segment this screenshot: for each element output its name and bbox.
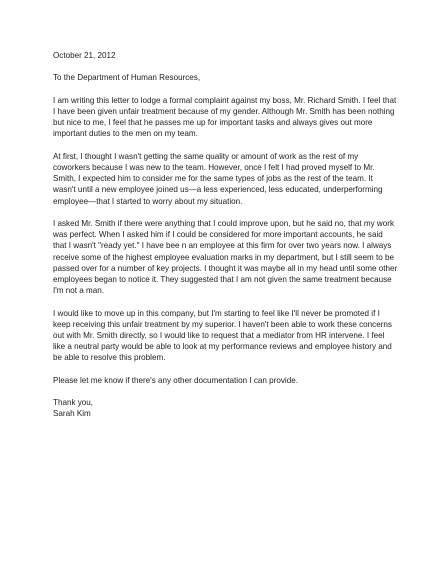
spacer	[53, 61, 393, 72]
paragraph-line: that I wasn't "ready yet." I have bee n an employee at this firm for over two years now. I always	[53, 241, 392, 251]
paragraph-line: be able to resolve this problem.	[53, 353, 166, 363]
paragraph-line: At first, I thought I wasn't getting the same quality or amount of work as the rest of my	[53, 151, 359, 161]
paragraph-request	[53, 308, 393, 364]
paragraph-line: keep receiving this unfair treatment by my superior. I haven't been able to work these concerns	[53, 319, 392, 329]
paragraph-line: employees began to notice it. They suggested that I am not given the same treatment because	[53, 275, 392, 284]
paragraph-line: but nice to me, I feel that he passes me up for important tasks and always gives out more	[53, 118, 373, 128]
letter-signature: Sarah Kim	[53, 409, 91, 419]
paragraph-line: I have been given unfair treatment because of my gender. Although Mr. Smith has been nothing	[53, 106, 395, 116]
letter-closing: Thank you,	[53, 398, 94, 408]
paragraph-line: out with Mr. Smith directly, so I would like to request that a mediator from HR intervene. I feel	[53, 331, 385, 340]
paragraph-line: receive some of the highest employee evaluation marks in my department, but I still seem to be	[53, 252, 395, 262]
letter-date: October 21, 2012	[53, 51, 116, 60]
letter-recipient: To the Department of Human Resources,	[53, 73, 201, 83]
spacer	[53, 84, 393, 95]
paragraph-line: passed over for a number of key projects. I thought it was maybe all in my head until some other	[53, 263, 398, 273]
spacer	[53, 296, 393, 307]
paragraph-line: I am writing this letter to lodge a formal complaint against my boss, Mr. Richard Smith. I feel that	[53, 95, 397, 105]
paragraph-line: Please let me know if there's any other documentation I can provide.	[53, 375, 298, 385]
paragraph-line: employee—that I started to worry about my situation.	[53, 196, 243, 206]
paragraph-closing-request	[53, 375, 393, 386]
paragraph-line: I asked Mr. Smith if there were anything that I could improve upon, but he said no, that my work	[53, 218, 395, 228]
complaint-letter	[53, 50, 398, 420]
paragraph-line: Smith, I expected him to consider me for the same types of jobs as the rest of the team. It	[53, 174, 373, 184]
spacer	[53, 386, 393, 397]
spacer	[53, 140, 393, 151]
paragraph-line: important duties to the men on my team.	[53, 129, 198, 139]
spacer	[53, 364, 393, 375]
paragraph-complaint	[53, 95, 397, 140]
spacer	[53, 207, 393, 218]
paragraph-line: wasn't until a new employee joined us—a less experienced, less educated, underperforming	[53, 185, 383, 195]
paragraph-line: like a neutral party would be able to look at my performance reviews and employee history and	[53, 342, 392, 352]
paragraph-background	[53, 151, 393, 207]
paragraph-line: coworkers because I was new to the team. However, once I felt I had proved myself to Mr.	[53, 162, 375, 172]
paragraph-line: I would like to move up in this company, but I'm starting to feel like I'll never be promoted if I	[53, 308, 380, 318]
paragraph-details	[53, 218, 398, 296]
paragraph-line: I'm not a man.	[53, 286, 105, 296]
paragraph-line: was perfect. When I asked him if I could be considered for more important accounts, he said	[53, 230, 383, 240]
